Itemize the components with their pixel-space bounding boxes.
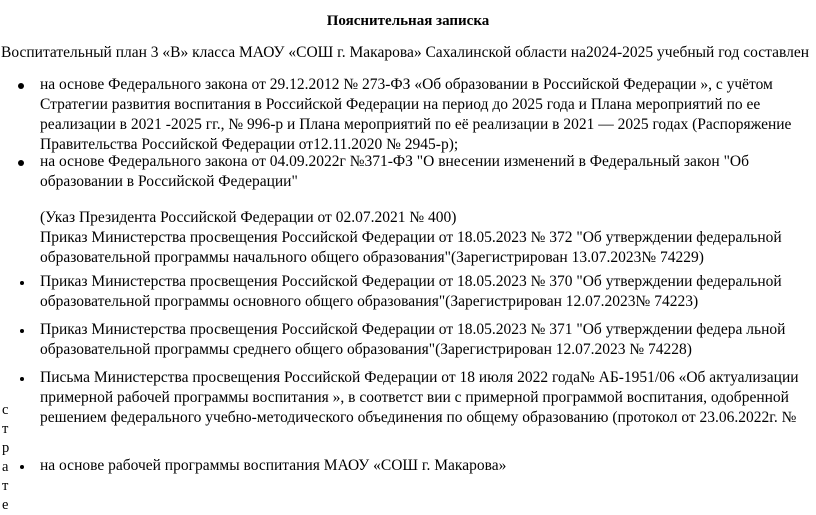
bullet-icon <box>20 329 24 333</box>
list-item-line: на основе Федерального закона от 29.12.2012 № 273-ФЗ «Об образовании в Российской Федерации », с учётом <box>40 76 773 93</box>
bullet-icon <box>20 465 24 469</box>
bullet-icon <box>20 281 24 285</box>
list-item-line: образовательной программы среднего общего образования"(Зарегистрирован 12.07.2023 № 74228) <box>40 341 692 358</box>
vertical-text-char: р <box>2 440 10 456</box>
bullet-icon <box>18 160 24 166</box>
list-item-line: Приказ Министерства просвещения Российской Федерации от 18.05.2023 № 371 "Об утверждении федера льной <box>40 321 786 338</box>
list-item-line: образовательной программы начального общего образования"(Зарегистрирован 13.07.2023№ 74229) <box>40 249 704 266</box>
list-item-line: образовательной программы основного общего образования"(Зарегистрирован 12.07.2023№ 74223) <box>40 293 699 310</box>
list-item-line: (Указ Президента Российской Федерации от 02.07.2021 № 400) <box>40 209 457 226</box>
vertical-text-char: а <box>2 459 9 475</box>
vertical-text-char: т <box>2 478 9 494</box>
vertical-text-char: е <box>2 497 9 513</box>
list-item-line: Письма Министерства просвещения Российской Федерации от 18 июля 2022 года№ АБ-1951/06 «Об актуализации <box>40 369 799 386</box>
vertical-text-char: с <box>2 402 9 418</box>
list-item-line: решением федерального учебно-методического объединения по общему образованию (протокол от 23.06.2022г. № <box>40 409 797 426</box>
list-item-line: на основе Федерального закона от 04.09.2022г №371-ФЗ "О внесении изменений в Федеральный закон "Об <box>40 153 750 170</box>
bullet-icon <box>18 83 24 89</box>
list-item-line: Приказ Министерства просвещения Российской Федерации от 18.05.2023 № 370 "Об утверждении федеральной <box>40 273 782 290</box>
document-title: Пояснительная записка <box>326 13 490 29</box>
bullet-icon <box>20 377 24 381</box>
list-item-line: примерной рабочей программы воспитания », в соответст вии с примерной программой воспитания, одобренной <box>40 389 789 406</box>
list-item-line: Приказ Министерства просвещения Российской Федерации от 18.05.2023 № 372 "Об утверждении федеральной <box>40 229 782 246</box>
list-item-line: образовании в Российской Федерации" <box>40 173 298 190</box>
list-item-line: Стратегии развития воспитания в Российской Федерации на период до 2025 года и Плана мероприятий по ее <box>40 96 761 113</box>
list-item-line: реализации в 2021 -2025 гг., № 996-р и Плана мероприятий по её реализации в 2021 — 2025 годах (Распоряжение <box>40 116 792 133</box>
list-item-line: на основе рабочей программы воспитания МАОУ «СОШ г. Макарова» <box>40 457 507 474</box>
intro-paragraph: Воспитательный план 3 «В» класса МАОУ «СОШ г. Макарова» Сахалинской области на2024-2025 учебный год составлен <box>1 44 810 61</box>
vertical-text-char: т <box>2 421 9 437</box>
list-item-line: Правительства Российской Федерации от12.11.2020 № 2945-р); <box>40 136 459 153</box>
